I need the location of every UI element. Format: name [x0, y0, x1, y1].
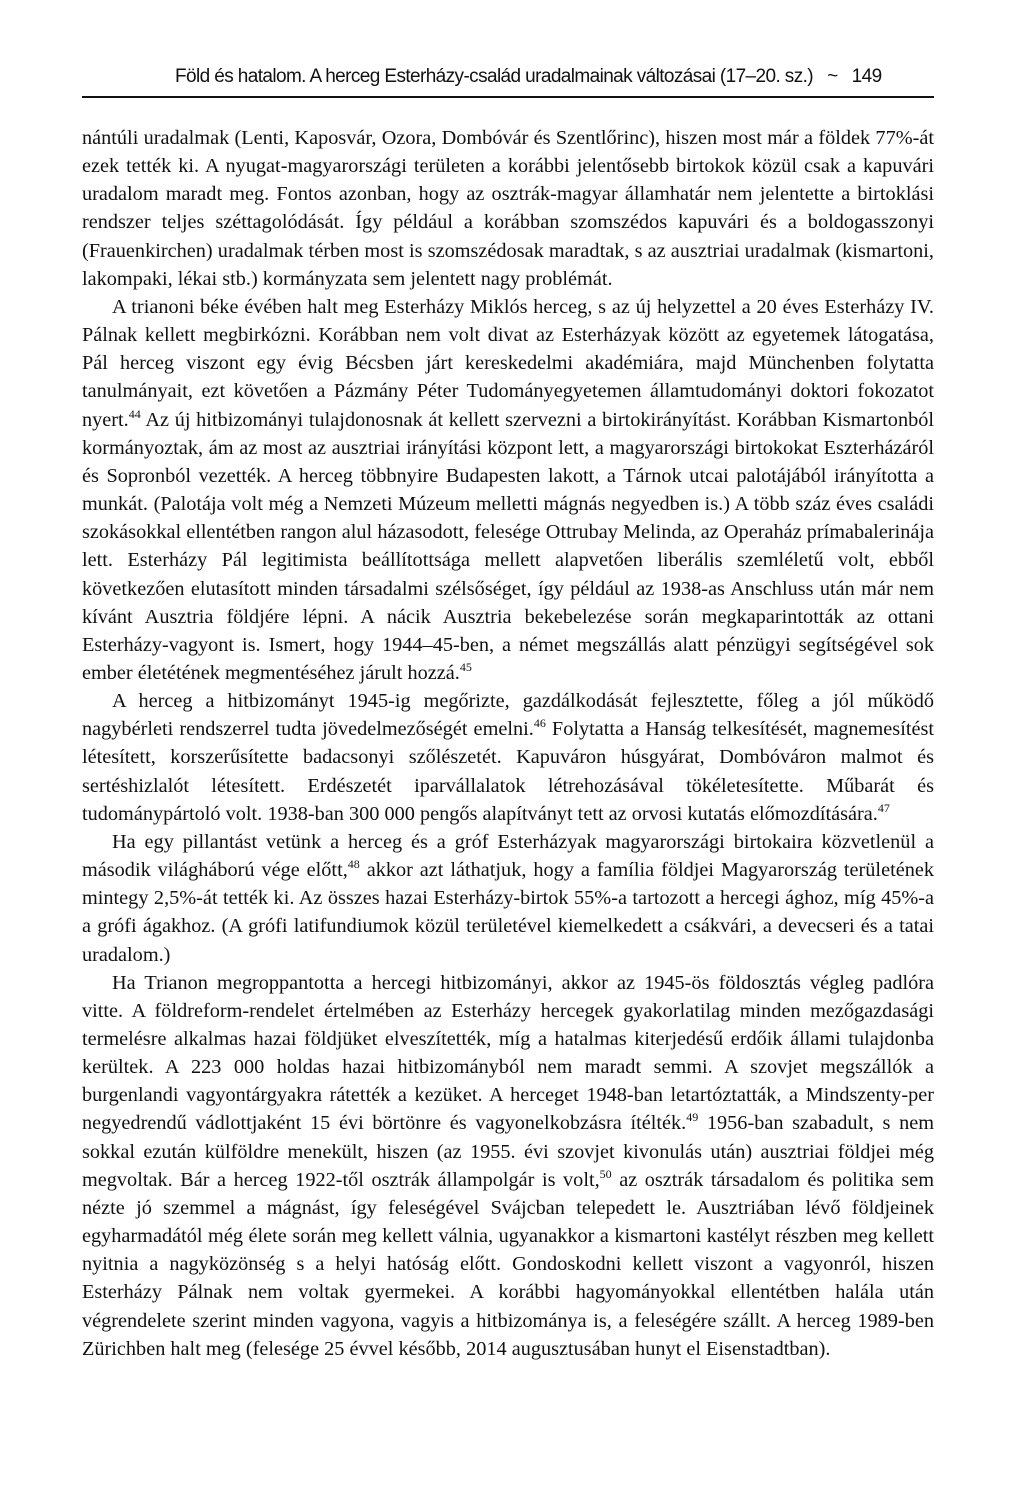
paragraph	[82, 687, 934, 828]
footnote-ref: 47	[877, 800, 890, 815]
footnote-ref: 45	[459, 659, 472, 674]
header-separator: ~	[827, 66, 838, 87]
text-run: Ha Trianon megroppantotta a hercegi hitbizományi, akkor az 1945-ös földosztás végleg padlóra vitte. A földreform-rendelet értelmében az Esterházy hercegek gyakorlatilag minden mezőgazdasági termelésre alkalmas hazai földjüket elveszítették, míg a hatalmas kiterjedésű erdőik állami tulajdonba kerültek. A 223 000 holdas hazai hitbizományból nem maradt semmi. A szovjet megszállók a burgenlandi vagyontárgyakra rátették a kezüket. A herceget 1948-ban letartóztatták, a Mindszenty-per negyedrendű vádlottjaként 15 évi börtönre és vagyonelkobzásra ítélték.	[82, 971, 934, 1135]
paragraph	[82, 293, 934, 687]
body-text	[82, 124, 934, 1363]
running-header-line	[175, 66, 882, 88]
footnote-ref: 50	[599, 1166, 612, 1181]
text-run: akkor azt láthatjuk, hogy a família földjei Magyarország területének mintegy 2,5%-át tették ki. Az összes hazai Esterházy-birtok 55%-a tartozott a hercegi ághoz, míg 45%-a a grófi ágakhoz. (A grófi latifundiumok közül területével kiemelkedett a csákvári, a devecseri és a tatai uradalom.)	[82, 859, 934, 966]
footnote-ref: 46	[533, 716, 546, 731]
running-title: Föld és hatalom. A herceg Esterházy-család uradalmainak változásai (17–20. sz.)	[175, 66, 814, 87]
text-run: A trianoni béke évében halt meg Esterházy Miklós herceg, s az új helyzettel a 20 éves Esterházy IV. Pálnak kellett megbirkózni. Korábban nem volt divat az Esterházyak között az egyetemek látogatása, Pál herceg viszont egy évig Bécsben járt kereskedelmi akadémiára, majd Münchenben folytatta tanulmányait, ezt követően a Pázmány Péter Tudományegyetemen államtudományi doktori fokozatot nyert.	[82, 295, 934, 431]
text-run: Ha egy pillantást vetünk a herceg és a gróf Esterházyak magyarországi birtokaira közvetlenül a második világháború vége előtt,	[82, 830, 934, 882]
page-number: 149	[851, 66, 882, 87]
text-run: 1956-ban szabadult, s nem sokkal ezután külföldre menekült, hiszen (az 1955. évi szovjet kivonulás után) ausztriai földjei még megvoltak. Bár a herceg 1922-től osztrák állampolgár is volt,	[82, 1112, 934, 1191]
paragraph	[82, 969, 934, 1363]
footnote-ref: 49	[686, 1110, 699, 1125]
running-header	[82, 56, 934, 98]
footnote-ref: 48	[347, 857, 360, 872]
text-run: nántúli uradalmak (Lenti, Kaposvár, Ozora, Dombóvár és Szentlőrinc), hiszen most már a földek 77%-át ezek tették ki. A nyugat-magyarországi területen a korábbi jelentősebb birtokok közül csak a kapuvári uradalom maradt meg. Fontos azonban, hogy az osztrák-magyar államhatár nem jelentette a birtoklási rendszer teljes széttagolódását. Így például a korábban szomszédos kapuvári és a boldogasszonyi (Frauenkirchen) uradalmak térben most is szomszédosak maradtak, s az ausztriai uradalmak (kismartoni, lakompaki, lékai stb.) kormányzata sem jelentett nagy problémát.	[82, 127, 934, 290]
text-run: az osztrák társadalom és politika sem nézte jó szemmel a mágnást, így feleségével Svájcban telepedett le. Ausztriában lévő földjeinek egyharmadától még élete során meg kellett válnia, ugyanakkor a kismartoni kastélyt részben meg kellett nyitnia a nagyközönség s a helyi hatóság előtt. Gondoskodni kellett viszont a vagyonról, hiszen Esterházy Pálnak nem voltak gyermekei. A korábbi hagyományokkal ellentétben halála után végrendelete szerint minden vagyona, vagyis a hitbizománya is, a feleségére szállt. A herceg 1989-ben Zürichben halt meg (felesége 25 évvel később, 2014 augusztusában hunyt el Eisenstadtban).	[82, 1168, 935, 1360]
text-run: A herceg a hitbizományt 1945-ig megőrizte, gazdálkodását fejlesztette, főleg a jól működő nagybérleti rendszerrel tudta jövedelmezőségét emelni.	[82, 690, 934, 741]
paragraph	[82, 124, 934, 293]
text-run: Az új hitbizományi tulajdonosnak át kellett szervezni a birtokirányítást. Korábban Kismartonból kormányoztak, ám az most az ausztriai irányítási központ lett, a magyarországi birtokokat Eszterházáról és Sopronból vezették. A herceg többnyire Budapesten lakott, a Tárnok utcai palotájából irányította a munkát. (Palotája volt még a Nemzeti Múzeum melletti mágnás negyedben is.) A több száz éves családi szokásokkal ellentétben rangon alul házasodott, felesége Ottrubay Melinda, az Operaház prímabalerinája lett. Esterházy Pál legitimista beállítottsága mellett alapvetően liberális szemléletű volt, ebből következően elutasított minden társadalmi szélsőséget, így például az 1938-as Anschluss után már nem kívánt Ausztria földjére lépni. A nácik Ausztria bekebelezése során megkaparintották az ottani Esterházy-vagyont is. Ismert, hogy 1944–45-ben, a német megszállás alatt pénzügyi segítségével sok ember életétének megmentéséhez járult hozzá.	[82, 408, 934, 684]
text-run: Folytatta a Hanság telkesítését, magnemesítést létesített, korszerűsítette badacsonyi szőlészetét. Kapuváron húsgyárat, Dombóváron malmot és sertéshizlalót létesített. Erdészetét iparvállalatok létrehozásával tökéletesítette. Műbarát és tudománypártoló volt. 1938-ban 300 000 pengős alapítványt tett az orvosi kutatás előmozdítására.	[82, 718, 934, 825]
paragraph	[82, 828, 934, 969]
footnote-ref: 44	[128, 406, 141, 421]
